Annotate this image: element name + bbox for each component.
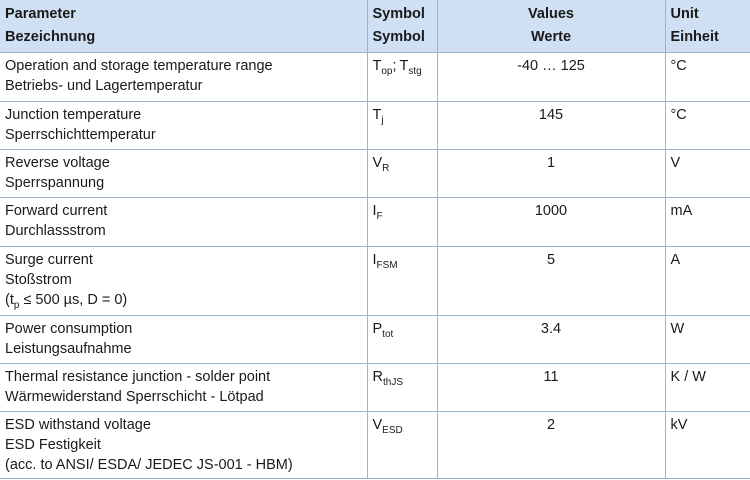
symbol-subscript: op <box>381 66 393 77</box>
symbol-base: T <box>399 58 409 74</box>
parameter-line: Operation and storage temperature range <box>5 58 273 74</box>
symbol-base: R <box>372 369 383 385</box>
table-row <box>0 102 750 150</box>
unit-cell: K / W <box>665 364 750 412</box>
value-cell: 5 <box>437 247 665 316</box>
table-row <box>0 316 750 364</box>
symbol-cell <box>367 364 437 412</box>
parameter-line: Betriebs- und Lagertemperatur <box>5 78 203 94</box>
header-values <box>437 0 665 53</box>
unit-cell: W <box>665 316 750 364</box>
table-header <box>0 0 750 53</box>
unit-cell: mA <box>665 198 750 247</box>
symbol-cell <box>367 102 437 150</box>
parameter-line: Thermal resistance junction - solder point <box>5 369 271 385</box>
symbol-subscript: stg <box>408 66 422 77</box>
header-parameter-de: Bezeichnung <box>5 29 96 45</box>
parameter-line: Wärmewiderstand Sperrschicht - Lötpad <box>5 389 264 405</box>
header-parameter-en: Parameter <box>5 6 76 22</box>
unit-cell: A <box>665 247 750 316</box>
symbol-subscript: tot <box>382 329 394 340</box>
parameter-line: ESD Festigkeit <box>5 437 101 453</box>
symbol-base: I <box>372 252 377 268</box>
condition-pre: (t <box>5 292 14 308</box>
unit-cell: kV <box>665 412 750 479</box>
header-values-en: Values <box>528 6 574 22</box>
value-cell: 1000 <box>437 198 665 247</box>
parameter-condition <box>5 290 367 312</box>
symbol-cell <box>367 198 437 247</box>
header-symbol-en: Symbol <box>372 6 425 22</box>
parameter-line: (acc. to ANSI/ ESDA/ JEDEC JS-001 - HBM) <box>5 457 293 473</box>
parameter-cell <box>0 316 367 364</box>
symbol-cell <box>367 150 437 198</box>
symbol-subscript: F <box>376 211 383 222</box>
parameter-cell <box>0 364 367 412</box>
table-row <box>0 364 750 412</box>
parameter-line: Durchlassstrom <box>5 223 106 239</box>
parameter-cell <box>0 198 367 247</box>
table-row <box>0 53 750 102</box>
symbol-subscript: j <box>381 115 384 126</box>
symbol-cell <box>367 53 437 102</box>
header-symbol <box>367 0 437 53</box>
symbol-base: P <box>372 321 383 337</box>
parameter-cell <box>0 247 367 316</box>
parameter-line: Stoßstrom <box>5 272 72 288</box>
header-unit <box>665 0 750 53</box>
symbol-subscript: R <box>382 163 390 174</box>
parameter-cell <box>0 53 367 102</box>
parameter-line: Power consumption <box>5 321 133 337</box>
table-row <box>0 247 750 316</box>
header-values-de: Werte <box>530 29 572 45</box>
value-cell: 2 <box>437 412 665 479</box>
parameter-line: Forward current <box>5 203 108 219</box>
symbol-separator: ; <box>392 58 397 74</box>
parameter-cell <box>0 102 367 150</box>
condition-sub: p <box>13 300 20 311</box>
symbol-cell <box>367 316 437 364</box>
condition-post: ≤ 500 µs, D = 0) <box>19 292 128 308</box>
parameter-cell <box>0 412 367 479</box>
symbol-base: T <box>372 107 382 123</box>
header-unit-en: Unit <box>670 6 699 22</box>
table-row <box>0 150 750 198</box>
parameter-cell <box>0 150 367 198</box>
table-row <box>0 412 750 479</box>
symbol-base: V <box>372 417 383 433</box>
symbol-cell <box>367 247 437 316</box>
value-cell: 11 <box>437 364 665 412</box>
unit-cell: °C <box>665 102 750 150</box>
parameter-line: ESD withstand voltage <box>5 417 151 433</box>
symbol-base: I <box>372 203 377 219</box>
symbol-base: V <box>372 155 383 171</box>
value-cell: 1 <box>437 150 665 198</box>
parameter-line: Surge current <box>5 252 93 268</box>
parameter-line: Leistungsaufnahme <box>5 341 132 357</box>
table-row <box>0 198 750 247</box>
value-cell: 145 <box>437 102 665 150</box>
header-parameter <box>0 0 367 53</box>
parameter-line: Reverse voltage <box>5 155 110 171</box>
parameter-line: Sperrschichttemperatur <box>5 127 156 143</box>
parameter-line: Junction temperature <box>5 107 142 123</box>
unit-cell: °C <box>665 53 750 102</box>
symbol-subscript: ESD <box>382 425 403 436</box>
header-symbol-de: Symbol <box>372 29 425 45</box>
symbol-subscript: FSM <box>376 260 398 271</box>
value-cell: -40 … 125 <box>437 53 665 102</box>
header-unit-de: Einheit <box>670 29 719 45</box>
table-body <box>0 53 750 479</box>
unit-cell: V <box>665 150 750 198</box>
value-cell: 3.4 <box>437 316 665 364</box>
symbol-subscript: thJS <box>382 377 403 388</box>
parameter-line: Sperrspannung <box>5 175 105 191</box>
symbol-base: T <box>372 58 382 74</box>
symbol-cell <box>367 412 437 479</box>
